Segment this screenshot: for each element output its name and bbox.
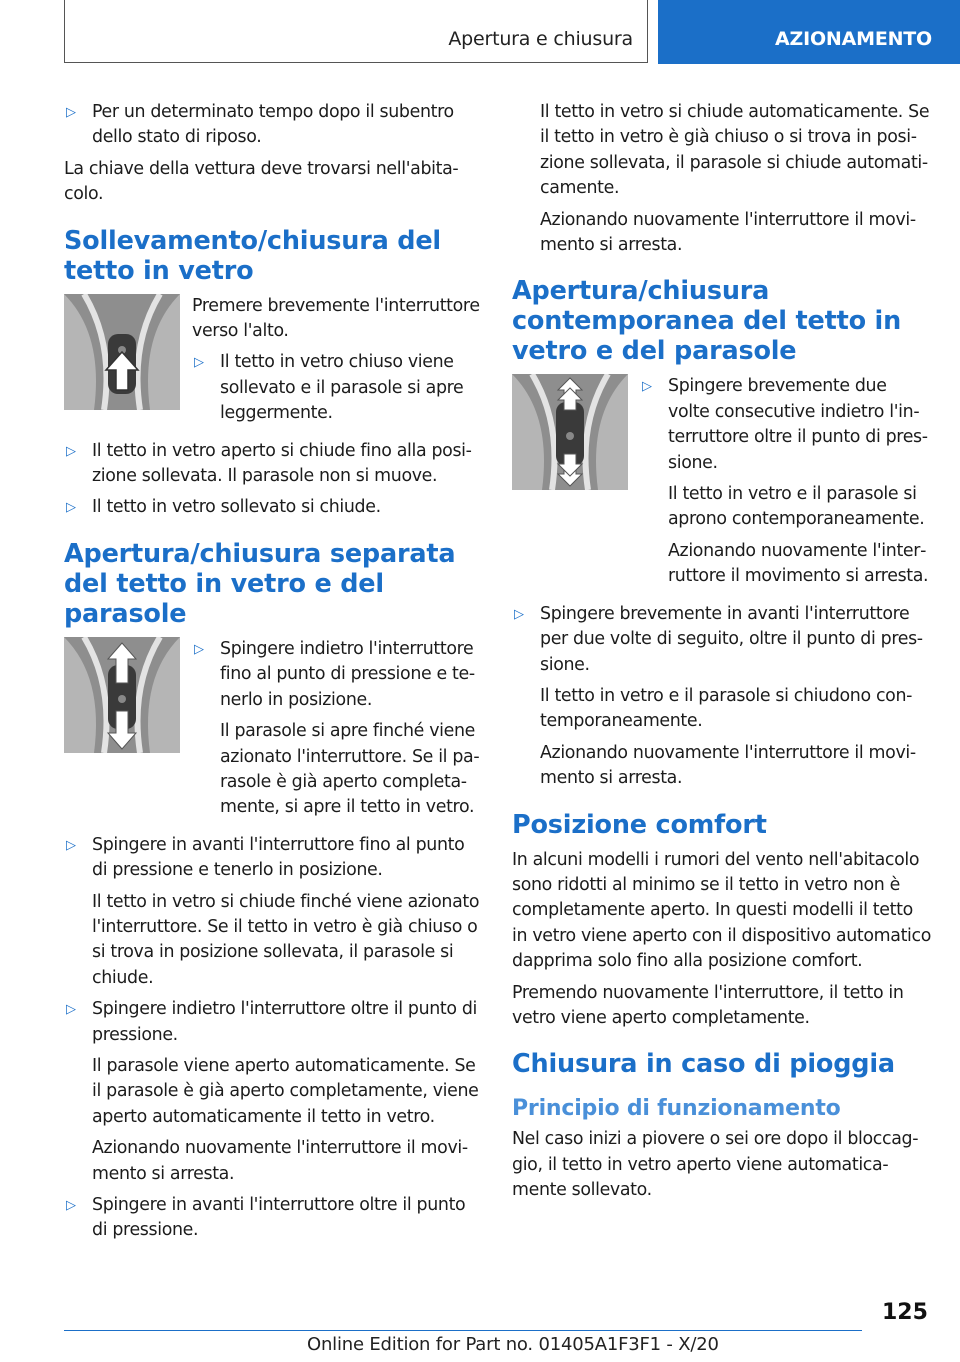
list-item bbox=[64, 439, 484, 490]
figure-text bbox=[192, 294, 484, 433]
list-item bbox=[64, 997, 484, 1187]
paragraph: Il tetto in vetro si chiude automaticamente. Se il tetto in vetro è già chiuso o si trova in posizione sollevata, il parasole si chiude automaticamente. bbox=[540, 102, 930, 199]
triangle-right-icon: ▷ bbox=[194, 355, 204, 371]
bullet-text: Azionando nuovamente l'interruttore il movimento si arresta. bbox=[668, 540, 929, 587]
bullet-text: Il tetto in vetro e il parasole si chiudono contemporaneamente. bbox=[540, 685, 913, 732]
list-item bbox=[192, 637, 484, 821]
list-item bbox=[512, 602, 932, 792]
triangle-right-icon: ▷ bbox=[194, 641, 204, 657]
bullet-text: Spingere in avanti l'interruttore oltre il punto di pressione. bbox=[92, 1195, 466, 1241]
footer-divider bbox=[64, 1330, 862, 1331]
triangle-right-icon: ▷ bbox=[514, 606, 524, 622]
list-item bbox=[192, 350, 484, 426]
list-item bbox=[64, 100, 484, 151]
triangle-right-icon: ▷ bbox=[66, 1002, 76, 1018]
subsection-heading-principle: Principio di funzionamento bbox=[512, 1096, 841, 1122]
paragraph: Premere brevemente l'interruttore verso l'alto. bbox=[192, 295, 480, 342]
bullet-text: Il tetto in vetro aperto si chiude fino alla posizione sollevata. Il parasole non si muove. bbox=[92, 440, 472, 487]
section-heading-rain: Chiusura in caso di pioggia bbox=[512, 1049, 895, 1080]
bullet-text: Azionando nuovamente l'interruttore il movimento si arresta. bbox=[92, 1138, 469, 1184]
list-item bbox=[64, 495, 484, 520]
header-chapter-tab[interactable] bbox=[658, 0, 960, 64]
list-item bbox=[64, 1193, 484, 1244]
paragraph: In alcuni modelli i rumori del vento nell'abitacolo sono ridotti al minimo se il tetto in vetro non è completamente aperto. In questi modelli il tetto in vetro viene aperto con il dispositivo automatico dapprima solo fino alla posizione comfort. bbox=[512, 849, 932, 972]
section-heading-comfort: Posizione comfort bbox=[512, 809, 767, 840]
continued-text bbox=[512, 100, 932, 258]
bullet-text: Spingere indietro l'interruttore fino al punto di pressione e tenerlo in posizione. bbox=[220, 638, 476, 710]
switch-up-down-illustration bbox=[64, 637, 180, 753]
section-heading-together: Apertura/chiusura contemporanea del tetto in vetro e del parasole bbox=[512, 276, 902, 367]
section-heading-lift: Sollevamento/chiusura del tetto in vetro bbox=[64, 225, 441, 286]
footer-edition: Online Edition for Part no. 01405A1F3F1 - X/20 bbox=[307, 1334, 719, 1355]
left-column bbox=[64, 100, 484, 1250]
triangle-right-icon: ▷ bbox=[66, 500, 76, 516]
triangle-right-icon: ▷ bbox=[642, 379, 652, 395]
page-number: 125 bbox=[882, 1300, 928, 1325]
bullet-text: Spingere brevemente in avanti l'interruttore per due volte di seguito, oltre il punto di pressione. bbox=[540, 603, 924, 675]
paragraph: Nel caso inizi a piovere o sei ore dopo il bloccaggio, il tetto in vetro aperto viene automaticamente sollevato. bbox=[512, 1129, 919, 1201]
figure-row bbox=[512, 374, 932, 595]
bullet-text: Per un determinato tempo dopo il subentro dello stato di riposo. bbox=[92, 102, 454, 148]
switch-up-illustration bbox=[64, 294, 180, 410]
list-item bbox=[64, 833, 484, 991]
figure-text bbox=[640, 374, 932, 595]
figure-row bbox=[64, 294, 484, 433]
triangle-right-icon: ▷ bbox=[66, 443, 76, 459]
bullet-text: Il tetto in vetro sollevato si chiude. bbox=[92, 497, 381, 518]
bullet-text: Il tetto in vetro si chiude finché viene azionato l'interruttore. Se il tetto in vetro è già chiuso o si trova in posizione sollevata, il parasole si chiude. bbox=[92, 891, 480, 988]
section-heading-separate: Apertura/chiusura separata del tetto in vetro e del parasole bbox=[64, 538, 456, 629]
figure-text bbox=[192, 637, 484, 827]
bullet-text: Azionando nuovamente l'interruttore il movimento si arresta. bbox=[540, 742, 917, 789]
bullet-text: Il tetto in vetro e il parasole si aprono contemporaneamente. bbox=[668, 484, 925, 530]
header-section-title: Apertura e chiusura bbox=[448, 28, 633, 50]
switch-double-illustration bbox=[512, 374, 628, 490]
bullet-text: Il parasole si apre finché viene azionato l'interruttore. Se il parasole è già aperto completamente, si apre il tetto in vetro. bbox=[220, 721, 480, 818]
list-item bbox=[640, 374, 932, 589]
header-section-box bbox=[64, 0, 648, 63]
bullet-text: Spingere in avanti l'interruttore fino al punto di pressione e tenerlo in posizione. bbox=[92, 834, 465, 881]
paragraph: La chiave della vettura deve trovarsi nell'abitacolo. bbox=[64, 158, 459, 205]
triangle-right-icon: ▷ bbox=[66, 837, 76, 853]
bullet-text: Spingere brevemente due volte consecutive indietro l'interruttore oltre il punto di pressione. bbox=[668, 376, 929, 473]
bullet-text: Il tetto in vetro chiuso viene sollevato e il parasole si apre leggermente. bbox=[220, 352, 464, 424]
triangle-right-icon: ▷ bbox=[66, 105, 76, 120]
paragraph: Premendo nuovamente l'interruttore, il tetto in vetro viene aperto completamente. bbox=[512, 982, 904, 1028]
bullet-text: Spingere indietro l'interruttore oltre il punto di pressione. bbox=[92, 999, 478, 1045]
triangle-right-icon: ▷ bbox=[66, 1198, 76, 1213]
header-chapter-label: AZIONAMENTO bbox=[775, 28, 933, 50]
figure-row bbox=[64, 637, 484, 827]
right-column bbox=[512, 100, 932, 1210]
paragraph: Azionando nuovamente l'interruttore il movimento si arresta. bbox=[540, 209, 917, 256]
bullet-text: Il parasole viene aperto automaticamente. Se il parasole è già aperto completamente, viene aperto automaticamente il tetto in vetro. bbox=[92, 1055, 479, 1127]
